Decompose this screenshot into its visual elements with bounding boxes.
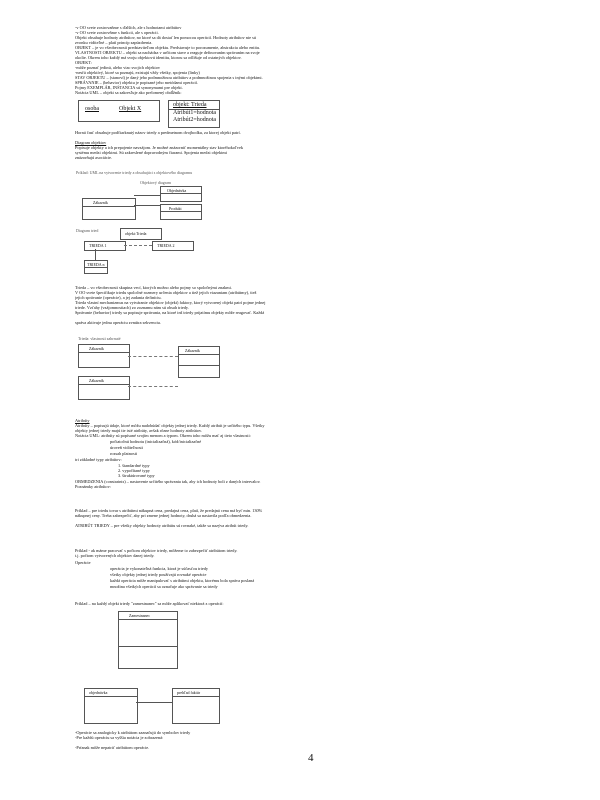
connector-line xyxy=(136,702,172,703)
diagram-box-object-class xyxy=(120,228,162,240)
class-box-employee xyxy=(118,611,178,669)
section-heading: Diagram objektov xyxy=(75,140,107,145)
paragraph-line: objekty jednej triedy majú tie isté atribúty, avšak rôzne hodnoty atribútov. xyxy=(75,428,202,433)
paragraph-line: OBJEKT: xyxy=(75,60,92,65)
paragraph-line: zvonku viditeľné – platí princíp zapúzdrenia. xyxy=(75,40,153,45)
figure-subcaption: Objektový diagram xyxy=(140,180,171,185)
divider xyxy=(79,352,129,353)
paragraph-line: nákupnej ceny. Treba zabezpečiť, aby pri zmene jednej hodnoty, druhá sa nastavila podľa obmedzenia. xyxy=(75,513,252,518)
paragraph-line: Trieda – vo všeobecnosti skupina vecí, ktorých možno alebo pojmy so spoločnými znakmi. xyxy=(75,285,232,290)
paragraph-line: Horná časť obsahuje podčiarknutý názov triedy a predmetnom dvojbodku, za ktorej objekt patrí. xyxy=(75,130,241,135)
connector-line xyxy=(134,205,160,206)
connector-line xyxy=(95,249,96,260)
bullet-item: • počiatočnú hodnotu (inicializačná), kód/inicializačné xyxy=(110,439,310,445)
paragraph-line: V OO svete špecifikuje triedu spoločné rozmery určenia objektov a tiež jejich viazaniam (atribútmy), tiež xyxy=(75,290,257,295)
figure-caption: Príklad: UML na vytvorenie triedy a obsahujúci s objektového diagramu xyxy=(76,170,193,175)
paragraph-line: tri základné typy atribútov: xyxy=(75,457,122,462)
paragraph-line: okolie. Okrem toho každý má svoju objektovú identitu, ktorou sa odlišuje od ostatných objektov. xyxy=(75,55,242,60)
diagram-box-order xyxy=(160,186,202,202)
divider xyxy=(83,206,135,207)
bullet-item: • rozsah platnosti xyxy=(110,451,310,457)
page-number: 4 xyxy=(308,752,314,764)
box-title: prehľad faktúr xyxy=(177,690,201,695)
class-box-order xyxy=(84,688,138,724)
paragraph-line: -v OO svete zostrovaňme s ďalších, ale s hodnotami atribútov xyxy=(75,25,182,30)
box-title: Zákazník xyxy=(185,348,200,353)
divider xyxy=(119,619,177,620)
connector-line xyxy=(128,356,178,357)
paragraph-line: systému medzi objektmi. Sú zakreslené dopravodným čiarami. Spojenia medzi objektmi xyxy=(75,150,227,155)
diagram-box-class2 xyxy=(152,241,194,251)
paragraph-line: Trieda vlastní mechanizmus na vytváranie objektov (objekt) faktory, ktorý vytvorený objekt patrí pojme jednej xyxy=(75,300,266,305)
figure-subcaption: Diagram tried xyxy=(76,228,99,233)
paragraph-line: -v OO svete zostrovňme s funkcii, ale s operácii. xyxy=(75,30,159,35)
box-title: objednávka xyxy=(89,690,108,695)
paragraph-line: -môže poznať jedinú, alebo viac svojich objektov xyxy=(75,65,161,70)
object-notation-left-b: Objekt X xyxy=(119,106,142,112)
divider xyxy=(85,696,137,697)
box-title: Zákazník xyxy=(89,346,104,351)
paragraph-line: Poznámky atribútov: xyxy=(75,484,111,489)
connector-line xyxy=(134,195,160,196)
paragraph-line: STAV OBJEKTU – (stanoví) je daný jeho podmnožinou atribútov a podmnožinou spojenia s inými objektmi. xyxy=(75,75,263,80)
bullet-item: • úroveň viditeľnosti xyxy=(110,445,310,451)
box-title: Zákazník xyxy=(93,200,108,205)
paragraph-line: t.j. počtom vytvorených objektov danej triedy. xyxy=(75,553,155,558)
paragraph-line: Príklad – na každý objekt triedy "zamestnanec" sa môže aplikovať niektorá z operácií: xyxy=(75,601,224,606)
paragraph-line: Notácia UML: atribúty sú popísané svojím menom a typom. Okrem toho môžu mať aj tieto vlastnosti: xyxy=(75,433,251,438)
paragraph-line: -nesfú objektívý, ktoré sa poznajú, existujú vždy všetky, spojenia (linky) xyxy=(75,70,200,75)
diagram-box-class1 xyxy=(84,241,126,251)
diagram-box-customer xyxy=(82,198,136,220)
divider xyxy=(179,354,219,355)
bullet-item: • všetky objekty jednej triedy používajú rovnaké operácie xyxy=(110,572,340,578)
diagram-box-classn xyxy=(84,260,108,274)
numbered-item: 1. štandardné typy xyxy=(118,463,150,468)
diagram-box-product xyxy=(160,204,202,220)
divider xyxy=(179,365,219,366)
bullet-item: • každá operácia môže manipulovať s atribútmi objektu, ktorému bola správa poslaná xyxy=(110,578,340,584)
paragraph-line: SPRÁVANIE – (behavior) objektu je popisané jeho metódami operácií. xyxy=(75,80,198,85)
paragraph-line: -Príznak môže nepatriť atribútom operácie. xyxy=(75,745,150,750)
paragraph-line: znázorňujú asociácie. xyxy=(75,155,112,160)
paragraph-line: Príklad - ak máme pracovať s počtom objektov triedy, môžeme to zabezpečiť atribútom triedy. xyxy=(75,548,238,553)
object-notation-left xyxy=(78,100,160,122)
paragraph-line: -Pre každú operáciu sa vyššia notácia je zobrazená: xyxy=(75,735,164,740)
section-heading: Operácie xyxy=(75,560,91,565)
figure-caption: Trieda: vlastnosti zahrnuté xyxy=(78,336,121,341)
box-title: Objednávka xyxy=(167,188,187,193)
paragraph-line: Pojmy EXEMPLÁR, INŠTANCIA sú synonymami pre objekt. xyxy=(75,85,183,90)
paragraph-line: Príklad – pre triedu tovar s atribútmi nákupná cena, predajná cena, platí, že predajná cena má byť min. 130% xyxy=(75,508,263,513)
object-notation-right xyxy=(168,100,220,128)
box-title: TRIEDA n xyxy=(87,262,105,267)
bullet-item: • množina všetkých operácií sa označuje ako správanie sa triedy xyxy=(110,584,340,590)
paragraph-line: Notácia UML – objekt sa zakresľuje ako prelomený obdĺžnik: xyxy=(75,90,182,95)
object-notation-right-attr2: Atribút2=hodnota xyxy=(173,117,217,123)
divider xyxy=(119,646,177,647)
box-title: Zákazník xyxy=(89,378,104,383)
box-title: Produkt xyxy=(169,206,182,211)
object-notation-right-attr1: Atribút1=hodnota xyxy=(173,110,217,116)
bullet-item: • operácia je vykonateľná funkcia, ktorá je súčasťou triedy xyxy=(110,566,340,572)
paragraph-line: -Operácie sa analogicky k atribútom zaznačujú do symbolov triedy xyxy=(75,730,191,735)
divider xyxy=(161,211,201,212)
object-notation-left-a: osoba xyxy=(85,106,99,112)
paragraph-line: OBMEDZENIA (constraints) – nastavenie určitého správania tak, aby ich hodnoty boli z daných intervalov. xyxy=(75,479,261,484)
divider xyxy=(85,267,107,268)
connector-line xyxy=(128,386,178,387)
divider xyxy=(161,193,201,194)
box-title: Zamestnanec xyxy=(129,613,151,618)
paragraph-line: Atribúty – popisujú údaje, ktoré môžu nadobúdať objekty jednej triedy. Každý atribút je určitého typu. Všetky xyxy=(75,423,265,428)
paragraph-line: jejich správanie (operácie), a jej zadania definíciu. xyxy=(75,295,162,300)
connector-line xyxy=(124,245,152,246)
paragraph-line: správa aktivuje jednu operáciu zvnútra sekvenciu. xyxy=(75,320,161,325)
class-box-invoice xyxy=(172,688,220,724)
class-box-1 xyxy=(78,344,130,368)
divider xyxy=(173,696,219,697)
paragraph-line: OBJEKT – je vo všeobecnosti predstaviteľom objektu. Predstavuje to porozumenie, abstrakcia alebo entitu. xyxy=(75,45,261,50)
section-heading: Atribúty xyxy=(75,418,90,423)
paragraph-line: Správanie (behavior) triedy sa popisuje správania, na ktoré inš triedy prijatímu objekty môže reagovať. Každá xyxy=(75,310,265,315)
object-notation-right-title: objekt: Trieda xyxy=(173,102,207,108)
box-title: objekt:Trieda xyxy=(125,231,147,236)
numbered-item: 2. vypočítané typy xyxy=(118,468,150,473)
paragraph-line: Objekt obsahuje hodnoty atribútov, no ktoré sa dá dostať len pomocou operácií. Hodnoty atribútov nie sú xyxy=(75,35,256,40)
paragraph-line: Popisuje objekty a ich prepojenie navzájom. Je možné znázorniť momentálny stav ktoréhokoľvek xyxy=(75,145,244,150)
paragraph-line: triede. Vzťahy (vzájomnostiach) zo zoznamu nám sú obsah triedy. xyxy=(75,305,189,310)
paragraph-line: VLASTNOSTI OBJEKTU – objekt sa nachádza v určitom stave a reaguje definovaním správaním na svoje xyxy=(75,50,260,55)
box-title: TRIEDA 2 xyxy=(157,243,175,248)
paragraph-line: ATRIBÚT TRIEDY – pre všetky objekty hodnoty atribútu sú rovnaké, takže sa nazýva atribút triedy. xyxy=(75,523,249,528)
class-box-2 xyxy=(178,346,220,378)
box-title: TRIEDA 1 xyxy=(89,243,107,248)
numbered-item: 3. štruktúrované typy xyxy=(118,473,155,478)
divider xyxy=(79,384,129,385)
class-box-3 xyxy=(78,376,130,400)
